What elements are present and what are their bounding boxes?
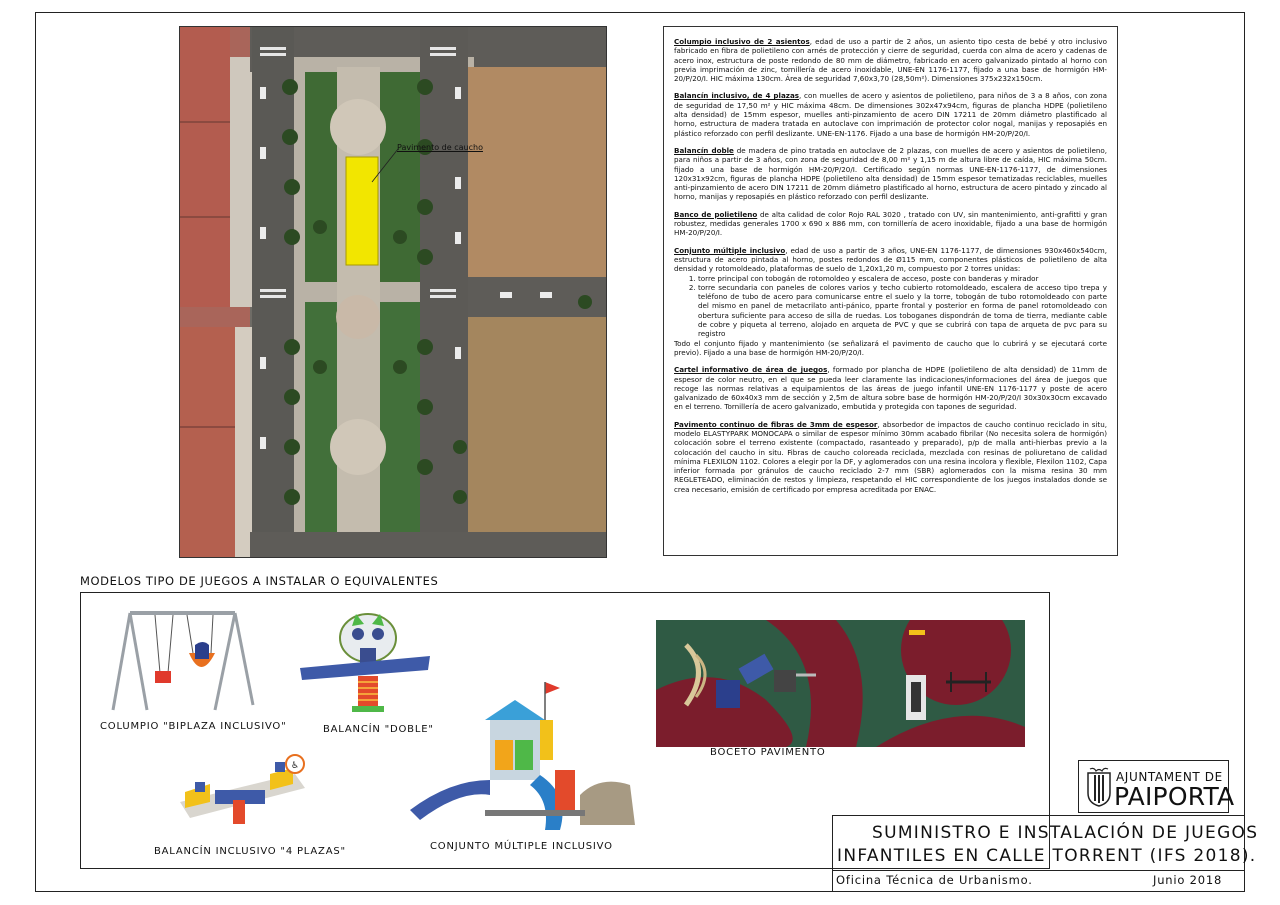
pavement-sketch-caption: BOCETO PAVIMENTO [710,747,826,758]
aerial-site-plan [179,26,607,558]
inclusive-seesaw-caption: BALANCÍN INCLUSIVO "4 PLAZAS" [154,846,346,857]
spec-inclusive-seesaw: Balancín inclusivo, de 4 plazas, con muelles de acero y asientos de polietileno, para niños de 3 a 8 años, con zona de seguridad de 17,50 m² y HIC máxima 48cm. De dimensiones 302x47x94cm, figuras de plancha HDPE (polietileno alta densidad) de 15mm espesor, muelles anti-pinzamiento de acero DIN 17211 de 20mm diámetro plastificado al horno, estructura de madera tratada en autoclave con imprimación de protector color nogal, manijas y reposapiés en plástico reforzado con perfil deslizante. UNE-EN-1176. Fijado a una base de hormigón HM-20/P/20/I. [674,91,1107,138]
logo-line-paiporta: PAIPORTA [1114,782,1235,811]
logo-line-ajuntament: AJUNTAMENT DE [1116,770,1223,784]
swing-illustration [105,605,260,715]
list-item: 1. torre principal con tobogán de rotomoldeo y escalera de acceso, poste con banderas y mirador [698,274,1107,283]
double-seesaw-caption: BALANCÍN "DOBLE" [323,724,434,735]
spec-bench: Banco de polietileno de alta calidad de color Rojo RAL 3020 , tratado con UV, sin mantenimiento, anti-grafitti y gran robustez, medidas generales 1700 x 690 x 886 mm, con tornillería de acero inoxidable, fijado a una base de hormigón HM-20/P/20/I. [674,209,1107,238]
coat-of-arms-icon [1086,767,1112,807]
inclusive-seesaw-illustration [175,752,310,837]
spec-multi-set-towers [674,274,1107,339]
spec-double-seesaw: Balancín doble de madera de pino tratada en autoclave de 2 plazas, con muelles de acero y asientos de polietileno, para niños a partir de 3 años, con zona de seguridad de 8,00 m² y 1,15 m de altura libre de caída, HIC máxima 50cm. fijado a una base de hormigón HM-20/P/20/I. Certificado según normas UNE-EN-1176-1177, de dimensiones 120x31x92cm, figuras de plancha HDPE (polietileno alta densidad) de 15mm espesor tematizadas reciclables, muelles anti-pinzamiento de acero DIN 17211 de 20mm diámetro plastificado al horno, estructura de acero pintado y zincado al horno, manijas y reposapiés en plástico reforzado con perfil deslizante. [674,145,1107,202]
spec-swing: Columpio inclusivo de 2 asientos, edad de uso a partir de 2 años, un asiento tipo cesta de bebé y otro inclusivo fabricado en fibra de polietileno con arnés de protección y cierre de seguridad, cuerda con alma de acero y cadenas de acero inox, estructura de poste redondo de 80 mm de diámetro, fabricado en acero galvanizado pintado al horno con previa imprimación de zinc, tornillería de acero inoxidable, UNE-EN 1176-1177, fijado a una base de hormigón HM-20/P/20/I. HIC máxima 130cm. Área de seguridad 7,60x3,70 (28,50m²). Dimensiones 375x232x150cm. [674,37,1107,84]
multi-set-illustration [405,680,640,840]
multi-set-caption: CONJUNTO MÚLTIPLE INCLUSIVO [430,841,613,852]
aerial-photo-drawing [180,27,606,557]
swing-caption: COLUMPIO "BIPLAZA INCLUSIVO" [100,721,287,732]
title-divider [832,870,1245,871]
spec-pavement: Pavimento continuo de fibras de 3mm de espesor, absorbedor de impactos de caucho continuo reciclado in situ, modelo ELASTYPARK MONOCAPA o similar de espesor mínimo 30mm acabado fibrilar (No necesita solera de hormigón) colocación sobre el terreno existente (compactado, rasanteado y preparado), p/p de malla anti-hierbas previo a la colocación del caucho in situ. Fibras de caucho coloreada reciclada, mezclada con resinas de poliuretano de calidad mínima FLEXILON 1102. Colores a elegir por la DF, y aglomerados con una resina incolora y flexible, Flexilon 1102, Capa inferior formada por gránulos de caucho reciclado 2-7 mm (SBR) aglomerados con la misma resina 30 mm REGLETEADO, eliminación de restos y limpieza, respetando el HIC correspondiente de los juegos instalados donde se crea necesario, emisión de certificado por empresa acreditada por ENAC. [674,419,1107,494]
project-title-line-1: SUMINISTRO E INSTALACIÓN DE JUEGOS [872,823,1259,843]
models-heading: MODELOS TIPO DE JUEGOS A INSTALAR O EQUIVALENTES [80,574,439,588]
svg-text:♿: ♿ [290,761,300,771]
pavement-sketch-illustration [656,620,1025,747]
rubber-pavement-label: Pavimento de caucho [397,143,483,152]
specifications-box [663,26,1118,556]
office-label: Oficina Técnica de Urbanismo. [836,873,1033,887]
project-title-line-2: INFANTILES EN CALLE TORRENT (IFS 2018). [837,846,1257,866]
list-item: 2. torre secundaria con paneles de colores varios y techo cubierto rotomoldeado, escalera de acceso tipo trepa y teléfono de tubo de acero para comunicarse entre el suelo y la torre, tobogán de tubo rotomoldeado con parte del mismo en panel de metacrilato anti-pánico, pparte frontal y posterior en forma de panel rotomoldeado con obertura suficiente para acceso de silla de ruedas. Los toboganes dispondrán de toma de tierra, mediante cable de cobre y piqueta al terreno, alojado en arqueta de PVC y que se cubrirá con tapa de arqueta de pvc para su registro [698,283,1107,339]
spec-multi-set-tail: Todo el conjunto fijado y mantenimiento (se señalizará el pavimento de caucho que lo cubrirá y se ejecutará corte previo). Fijado a una base de hormigón HM-20/P/20/I. [674,338,1107,357]
date-label: Junio 2018 [1153,873,1223,887]
spec-multi-set: Conjunto múltiple inclusivo, edad de uso a partir de 3 años, UNE-EN 1176-1177, de dimensiones 930x460x540cm, estructura de acero pintada al horno, postes redondos de Ø115 mm, componentes plásticos de polietileno de alta densidad y rotomoldeado, plataformas de suelo de 1,20x1,20 m, compuesto por 2 torres unidas: 1. torre principal con tobogán de rotomoldeo y escalera de acceso, poste con banderas y mirador 2. torre secundaria con paneles de colores varios y techo cubierto rotomoldeado, escalera de acceso tipo trepa y teléfono de tubo de acero para comunicarse entre el suelo y la torre, tobogán de tubo rotomoldeado con parte del mismo en panel de metacrilato anti-pánico, pparte frontal y posterior en forma de panel rotomoldeado con obertura suficiente para acceso de silla de ruedas. Los toboganes dispondrán de toma de tierra, mediante cable de cobre y piqueta al terreno, alojado en arqueta de PVC y que se cubrirá con tapa de arqueta de pvc para su registro Todo el conjunto fijado y mantenimiento (se señalizará el pavimento de caucho que lo cubrirá y se ejecutará corte previo). Fijado a una base de hormigón HM-20/P/20/I. [674,246,1107,358]
spec-sign: Cartel informativo de área de juegos, formado por plancha de HDPE (polietileno de alta densidad) de 11mm de espesor de color neutro, en el que se pueda leer claramente las indicaciones/informaciones del área de juegos que recoge las normas relativas a equipamientos de las áreas de juego infantil UNE-EN 1176-1177 y poste de acero galvanizado de 60x40x3 mm de sección y 2,5m de altura sobre base de hormigón HM-20/P/20/I 30x30x30cm excavado en el terreno. Tornillería de acero galvanizado, embutida y protegida con tapones de seguridad. [674,365,1107,412]
